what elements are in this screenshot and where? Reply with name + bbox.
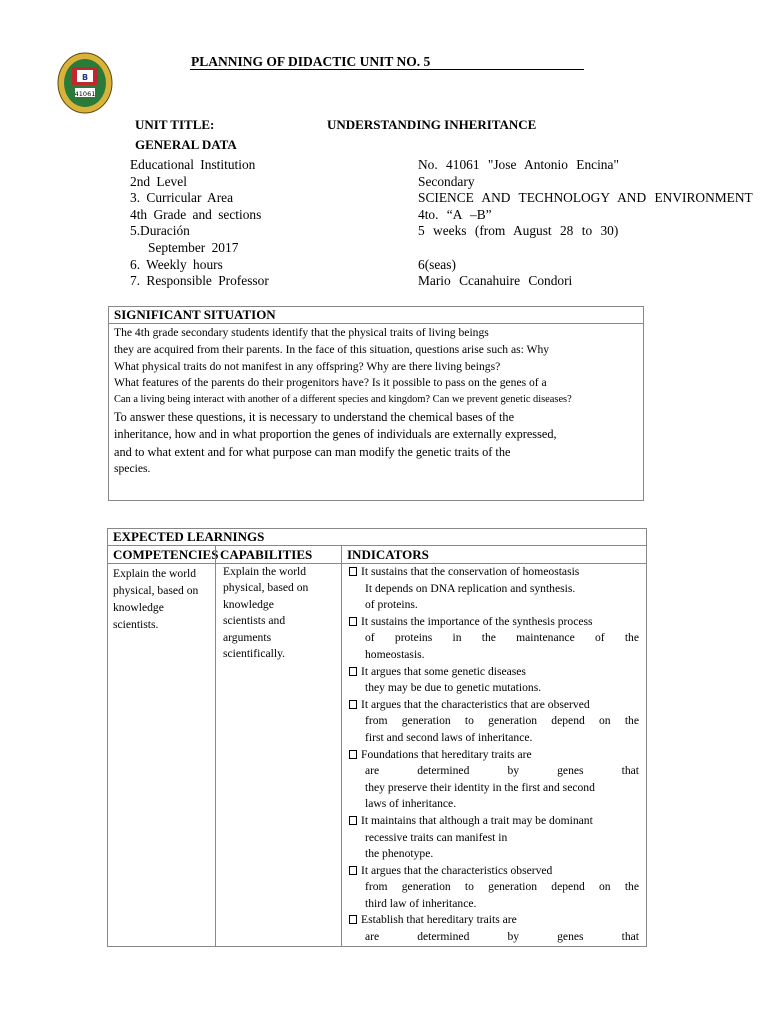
indicator-text: first and second laws of inheritance. <box>365 730 533 744</box>
general-data-value-text: 5 weeks (from August 28 to 30) <box>418 223 619 239</box>
checkbox-bullet-icon <box>349 750 357 759</box>
indicator-text: third law of inheritance. <box>365 896 477 910</box>
general-data-value-text: 6(seas) <box>418 256 456 272</box>
cell-line: physical, based on <box>223 581 309 595</box>
cell-line: knowledge <box>223 597 274 611</box>
indicator-item <box>349 614 639 631</box>
indicator-text: from generation to generation depend on the <box>365 880 639 894</box>
indicator-line <box>349 780 639 797</box>
svg-text:B: B <box>81 73 89 82</box>
indicator-text: the phenotype. <box>365 847 434 861</box>
indicator-text: recessive traits can manifest in <box>365 830 508 844</box>
cell-line: Explain the world <box>223 565 307 578</box>
indicator-text: of proteins in the maintenance of the <box>365 631 639 645</box>
indicator-line <box>349 846 639 863</box>
cell-line: arguments <box>223 630 272 644</box>
indicator-text: It sustains that the conservation of homeostasis <box>361 565 580 578</box>
indicators-cell <box>349 564 639 946</box>
indicator-line <box>349 796 639 813</box>
general-data-list <box>130 157 768 290</box>
checkbox-bullet-icon <box>349 816 357 825</box>
general-data-label-text: 3. Curricular Area <box>130 190 234 206</box>
general-data-row <box>130 257 768 274</box>
indicator-item <box>349 747 639 764</box>
paragraph-line: inheritance, how and in what proportion the genes of individuals are externally expressed, <box>114 427 557 442</box>
paragraph-line: Can a living being interact with another of a different species and kingdom? Can we prevent genetic diseases? <box>114 394 572 406</box>
indicator-text: It argues that the characteristics observed <box>361 863 553 877</box>
checkbox-bullet-icon <box>349 667 357 676</box>
indicator-line <box>349 929 639 946</box>
indicator-item <box>349 863 639 880</box>
general-data-label-text: 7. Responsible Professor <box>130 273 269 289</box>
indicator-line <box>349 830 639 847</box>
general-data-row <box>130 157 768 174</box>
indicator-line <box>349 680 639 697</box>
indicator-text: Establish that hereditary traits are <box>361 913 517 927</box>
general-data-value-text: SCIENCE AND TECHNOLOGY AND ENVIRONMENT <box>418 190 753 206</box>
expected-learnings-table <box>107 528 647 947</box>
general-data-label-text: 2nd Level <box>130 173 187 189</box>
document-title: PLANNING OF DIDACTIC UNIT NO. 5 <box>191 54 431 69</box>
column-header-competencies: COMPETENCIES <box>113 547 219 562</box>
cell-line: knowledge <box>113 601 164 614</box>
indicator-line <box>349 630 639 647</box>
cell-line: physical, based on <box>113 584 199 597</box>
indicator-text: of proteins. <box>365 598 418 612</box>
general-data-row <box>130 223 768 240</box>
indicator-item <box>349 697 639 714</box>
indicator-text: It argues that the characteristics that are observed <box>361 697 590 711</box>
general-data-value-text: No. 41061 "Jose Antonio Encina" <box>418 157 619 172</box>
indicator-line <box>349 647 639 664</box>
indicator-line <box>349 730 639 747</box>
paragraph-line: What physical traits do not manifest in any offspring? Why are there living beings? <box>114 359 501 373</box>
checkbox-bullet-icon <box>349 866 357 875</box>
column-divider <box>341 546 342 946</box>
general-data-value-text: Mario Ccanahuire Condori <box>418 273 573 289</box>
cell-line: scientists. <box>113 618 159 631</box>
indicator-text: they may be due to genetic mutations. <box>365 681 542 695</box>
indicator-text: they preserve their identity in the first and second <box>365 780 595 794</box>
indicator-text: laws of inheritance. <box>365 797 457 811</box>
indicator-text: It argues that some genetic diseases <box>361 664 526 678</box>
indicator-item <box>349 564 639 581</box>
cell-line: Explain the world <box>113 567 197 580</box>
indicator-text: are determined by genes that <box>365 930 639 944</box>
general-data-label-text: 6. Weekly hours <box>130 256 223 272</box>
indicator-item <box>349 912 639 929</box>
indicator-text: Foundations that hereditary traits are <box>361 747 532 761</box>
paragraph-line: and to what extent and for what purpose can man modify the genetic traits of the <box>114 444 511 459</box>
general-data-row <box>130 207 768 224</box>
significant-situation-heading: SIGNIFICANT SITUATION <box>109 307 643 324</box>
significant-situation-text <box>109 324 643 478</box>
general-data-label: GENERAL DATA <box>135 137 237 152</box>
checkbox-bullet-icon <box>349 915 357 924</box>
paragraph-line: To answer these questions, it is necessary to understand the chemical bases of the <box>114 409 515 424</box>
column-divider <box>215 546 216 946</box>
column-header-indicators: INDICATORS <box>347 547 429 562</box>
indicator-item <box>349 664 639 681</box>
general-data-row <box>130 174 768 191</box>
unit-title-value: UNDERSTANDING INHERITANCE <box>327 117 537 132</box>
indicator-line <box>349 581 639 598</box>
cell-line: scientists and <box>223 614 286 628</box>
indicator-text: It sustains the importance of the synthesis process <box>361 614 593 628</box>
general-data-row <box>130 190 768 207</box>
checkbox-bullet-icon <box>349 567 357 576</box>
general-data-row <box>130 273 768 290</box>
indicator-item <box>349 813 639 830</box>
paragraph-line: The 4th grade secondary students identify that the physical traits of living beings <box>114 326 489 339</box>
paragraph-line: they are acquired from their parents. In the face of this situation, questions arise such as: Why <box>114 342 550 356</box>
paragraph-line: species. <box>114 462 151 476</box>
table-header-row <box>108 546 646 564</box>
indicator-line <box>349 597 639 614</box>
general-data-label-text: Educational Institution <box>130 157 256 172</box>
indicator-text: It depends on DNA replication and synthesis. <box>365 581 576 595</box>
expected-learnings-heading: EXPECTED LEARNINGS <box>108 529 646 546</box>
indicator-line <box>349 713 639 730</box>
general-data-row <box>130 240 768 257</box>
capabilities-cell <box>223 564 308 662</box>
paragraph-line: What features of the parents do their progenitors have? Is it possible to pass on the genes of a <box>114 376 547 390</box>
general-data-value-text: 4to. “A –B” <box>418 206 492 222</box>
checkbox-bullet-icon <box>349 617 357 626</box>
indicator-text: It maintains that although a trait may be dominant <box>361 813 593 827</box>
checkbox-bullet-icon <box>349 700 357 709</box>
indicator-line <box>349 896 639 913</box>
school-logo <box>57 52 113 114</box>
significant-situation-box <box>108 306 644 501</box>
general-data-label-text: 5.Duración <box>130 223 190 239</box>
competencies-cell <box>113 565 198 633</box>
cell-line: scientifically. <box>223 647 286 661</box>
title-underline <box>190 69 584 70</box>
unit-title-label: UNIT TITLE: <box>135 117 215 132</box>
general-data-value-text: Secondary <box>418 173 475 189</box>
indicator-line <box>349 879 639 896</box>
indicator-text: homeostasis. <box>365 647 425 661</box>
indicator-text: are determined by genes that <box>365 764 639 778</box>
column-header-capabilities: CAPABILITIES <box>220 547 313 562</box>
general-data-label-text: September 2017 <box>148 239 239 255</box>
logo-number: 41061 <box>74 90 96 98</box>
indicator-text: from generation to generation depend on the <box>365 714 639 728</box>
general-data-label-text: 4th Grade and sections <box>130 206 262 222</box>
indicator-line <box>349 763 639 780</box>
